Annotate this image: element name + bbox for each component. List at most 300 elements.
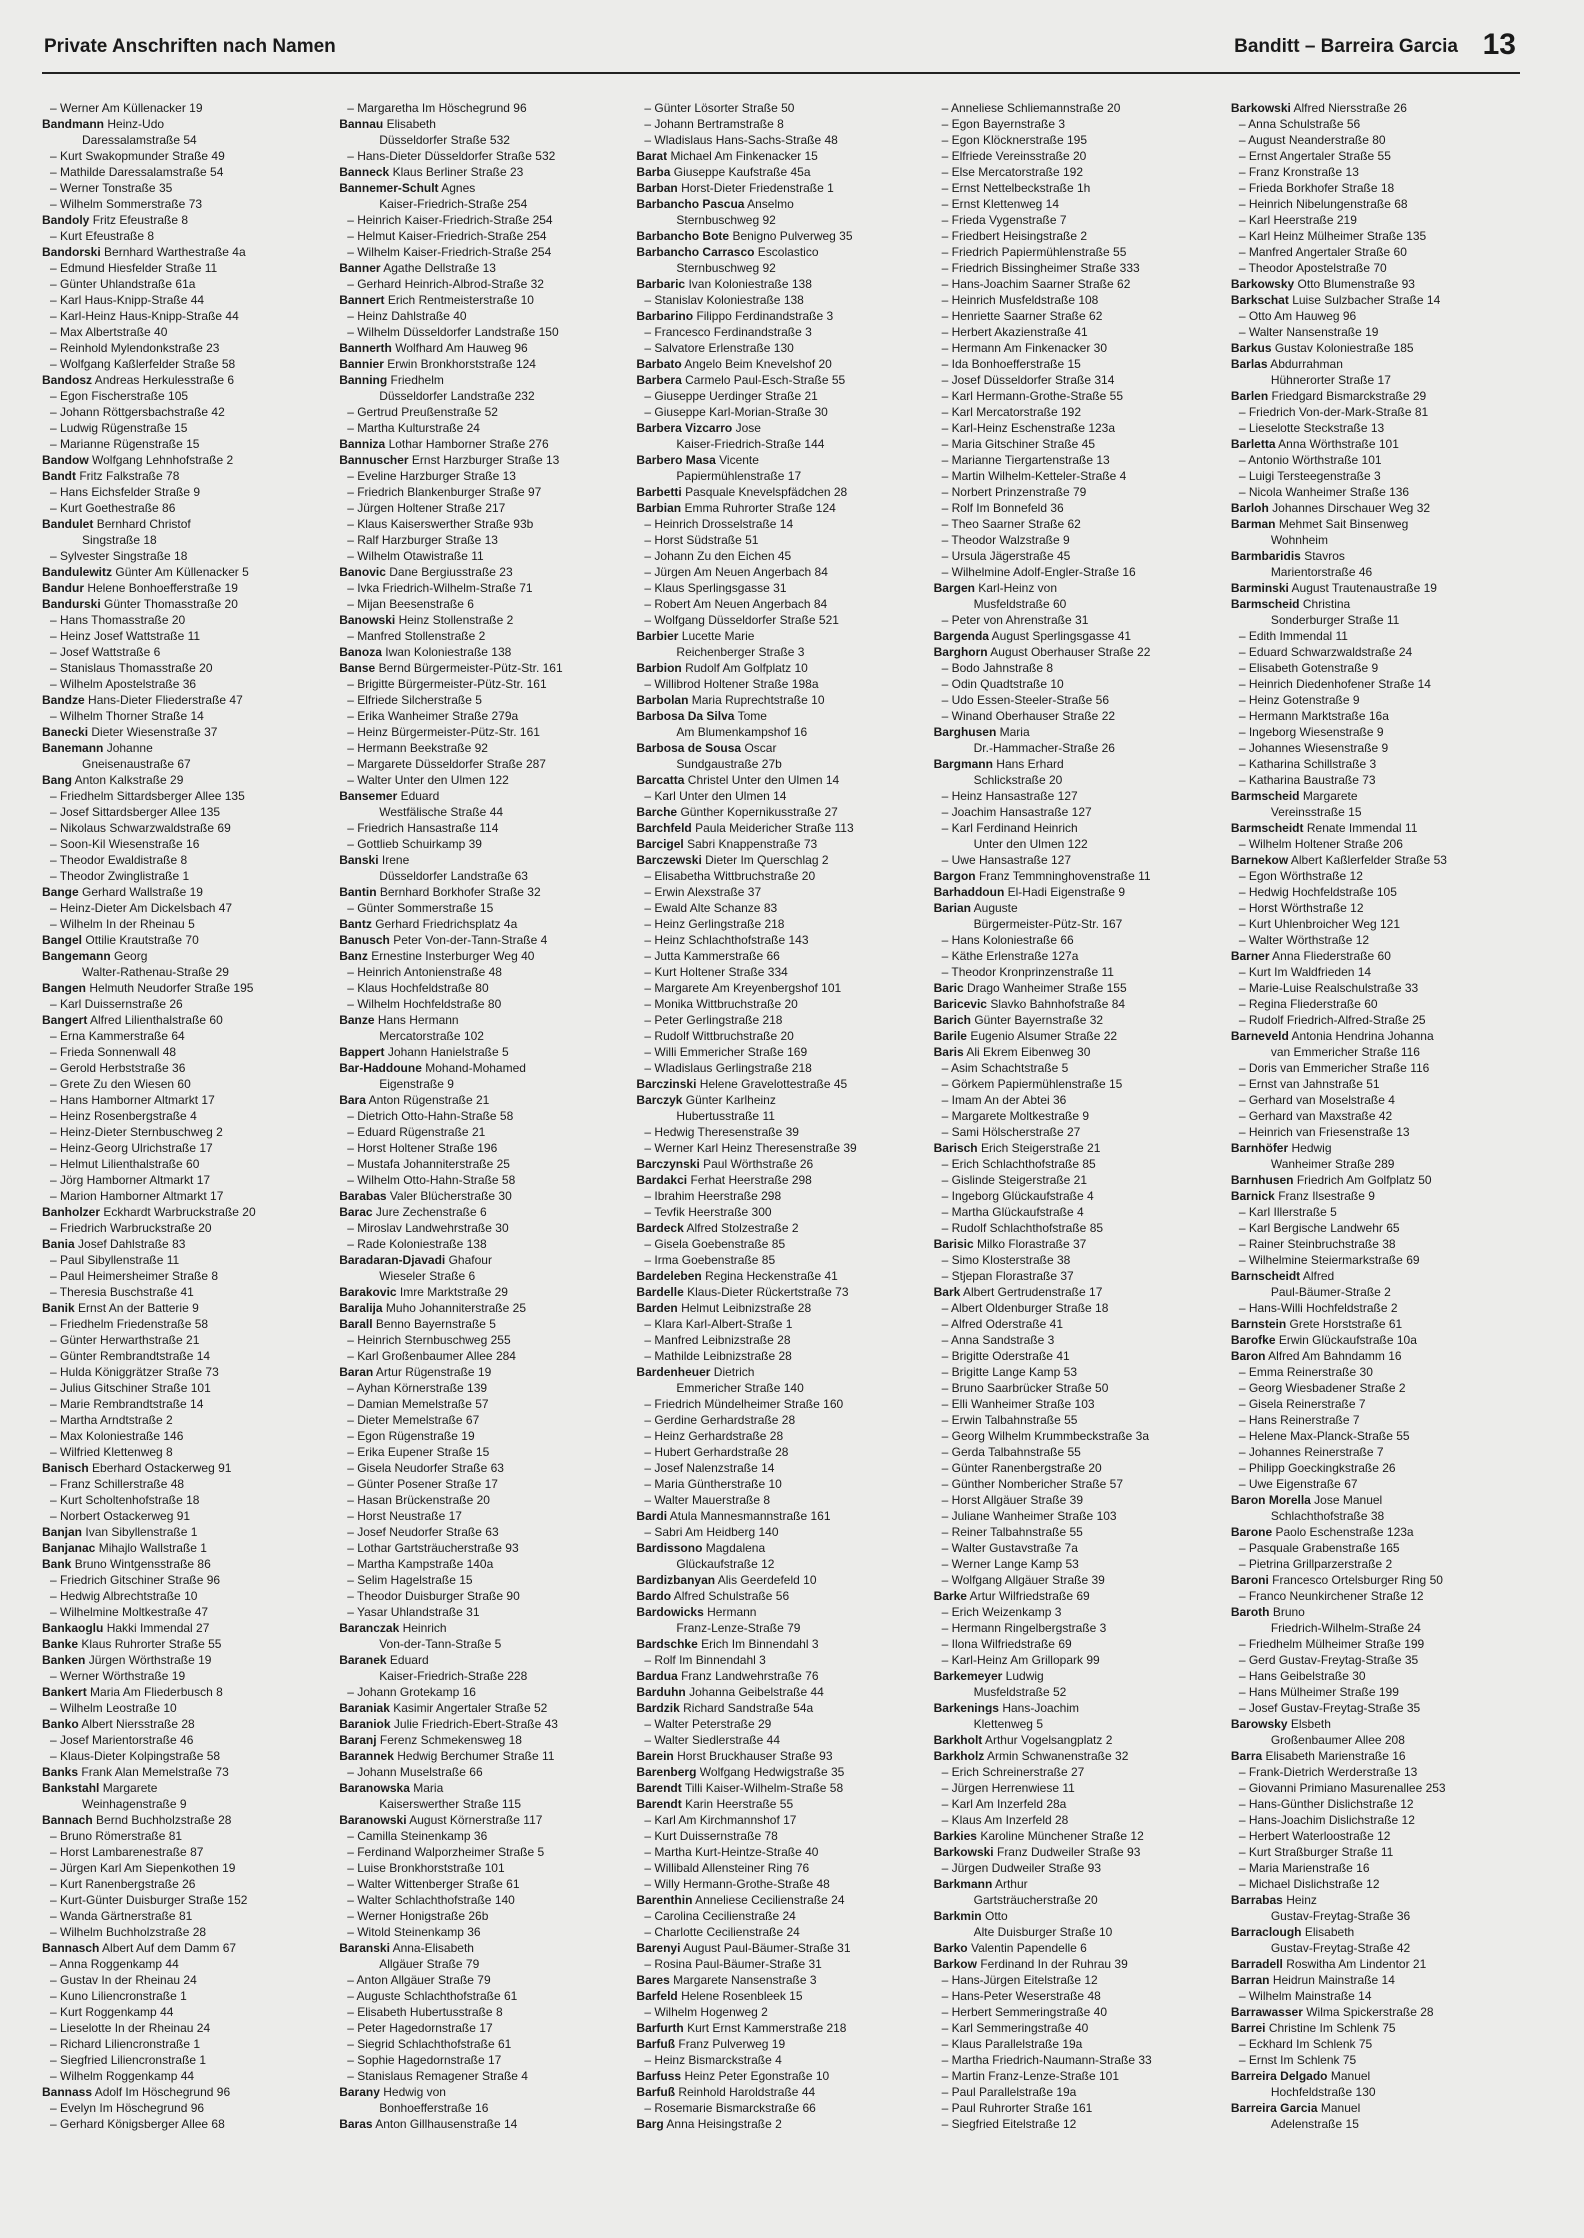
entry-surname: Barreira Delgado (1230, 2069, 1328, 2083)
entry-details: Dietrich (713, 1365, 755, 1379)
entry-subentry: – Gisela Reinerstraße 7 (1238, 1397, 1366, 1411)
entry-subentry: – Günter Lösorter Straße 50 (644, 101, 795, 115)
entry-subentry: – Käthe Erlenstraße 127a (941, 949, 1079, 963)
entry-details: Erwin Bronkhorststraße 124 (387, 357, 536, 371)
entry-subentry: – Franco Neunkirchener Straße 12 (1238, 1589, 1424, 1603)
entry-subentry: – Josef Nalenzstraße 14 (644, 1461, 775, 1475)
directory-entry (636, 628, 925, 644)
entry-subentry: – Heinrich Musfeldstraße 108 (941, 293, 1099, 307)
entry-subentry: – Friedrich Warbruckstraße 20 (50, 1221, 212, 1235)
directory-entry (636, 1972, 925, 1988)
entry-subentry: – Paul Ruhrorter Straße 161 (941, 2101, 1093, 2115)
entry-surname: Barnekow (1230, 853, 1289, 867)
entry-continuation: Reichenberger Straße 3 (676, 645, 805, 659)
entry-surname: Barduhn (636, 1685, 686, 1699)
entry-subentry: – Brigitte Bürgermeister-Pütz-Str. 161 (347, 677, 547, 691)
entry-details: Slavko Bahnhofstraße 84 (990, 997, 1126, 1011)
entry-details: Giuseppe Kaufstraße 45a (673, 165, 811, 179)
directory-entry (636, 1572, 925, 1588)
entry-surname: Banz (339, 949, 368, 963)
entry-surname: Barnhusen (1230, 1173, 1294, 1187)
entry-subentry: – Josef Düsseldorfer Straße 314 (941, 373, 1115, 387)
entry-details: Ferhat Heerstraße 298 (690, 1173, 812, 1187)
entry-subentry: – Joachim Hansastraße 127 (941, 805, 1092, 819)
directory-entry (636, 308, 925, 324)
directory-entry (42, 1764, 331, 1780)
entry-details: Mihajlo Wallstraße 1 (98, 1541, 207, 1555)
entry-subentry: – Ernst Angertaler Straße 55 (1238, 149, 1391, 163)
entry-subentry: – Hans-Willi Hochfeldstraße 2 (1238, 1301, 1398, 1315)
entry-subentry: – Evelyn Im Höschegrund 96 (50, 2101, 205, 2115)
entry-subentry: – Max Koloniestraße 146 (50, 1429, 184, 1443)
directory-entry (1231, 1348, 1520, 1364)
entry-continuation: Papiermühlenstraße 17 (676, 469, 802, 483)
entry-subentry: – Paul Heimersheimer Straße 8 (50, 1269, 219, 1283)
entry-details: Peter Von-der-Tann-Straße 4 (393, 933, 548, 947)
directory-entry (339, 1716, 628, 1732)
directory-entry (1231, 1188, 1520, 1204)
entry-surname: Bandurski (42, 597, 101, 611)
entry-surname: Bankaoglu (42, 1621, 104, 1635)
directory-entry (1231, 548, 1520, 564)
entry-continuation: Mercatorstraße 102 (379, 1029, 484, 1043)
entry-subentry: – Gerhard van Moselstraße 4 (1238, 1093, 1395, 1107)
entry-details: Josef Dahlstraße 83 (78, 1237, 186, 1251)
entry-subentry: – Rade Koloniestraße 138 (347, 1237, 487, 1251)
entry-details: Anneliese Cecilienstraße 24 (695, 1893, 845, 1907)
entry-subentry: – Walter Peterstraße 29 (644, 1717, 772, 1731)
entry-details: August Körnerstraße 117 (409, 1813, 543, 1827)
entry-subentry: – Philipp Goeckingkstraße 26 (1238, 1461, 1396, 1475)
entry-surname: Barkies (933, 1829, 977, 1843)
entry-continuation: Kaiser-Friedrich-Straße 254 (379, 197, 528, 211)
directory-entry (636, 1988, 925, 2004)
entry-subentry: – Egon Bayernstraße 3 (941, 117, 1066, 131)
entry-subentry: – Karl Mercatorstraße 192 (941, 405, 1081, 419)
entry-surname: Banemann (42, 741, 104, 755)
entry-details: Michael Am Finkenacker 15 (670, 149, 818, 163)
directory-entry (42, 580, 331, 596)
entry-surname: Bannert (339, 293, 385, 307)
directory-entry (42, 1636, 331, 1652)
entry-subentry: – Margaretha Im Höschegrund 96 (347, 101, 527, 115)
entry-details: Erich Im Binnendahl 3 (701, 1637, 819, 1651)
entry-surname: Baranek (339, 1653, 387, 1667)
entry-surname: Barone (1230, 1525, 1273, 1539)
entry-subentry: – Salvatore Erlenstraße 130 (644, 341, 794, 355)
entry-subentry: – Jürgen Holtener Straße 217 (347, 501, 506, 515)
entry-surname: Banse (339, 661, 376, 675)
entry-subentry: – Kurt Swakopmunder Straße 49 (50, 149, 225, 163)
entry-subentry: – Günter Posener Straße 17 (347, 1477, 498, 1491)
entry-subentry: – Wilhelmine Moltkestraße 47 (50, 1605, 209, 1619)
entry-subentry: – Walter Wörthstraße 12 (1238, 933, 1370, 947)
entry-details: Filippo Ferdinandstraße 3 (696, 309, 834, 323)
directory-entry (636, 660, 925, 676)
entry-surname: Barba (636, 165, 671, 179)
entry-subentry: – Werner Am Küllenacker 19 (50, 101, 203, 115)
directory-entry (636, 2068, 925, 2084)
entry-subentry: – Erich Schlachthofstraße 85 (941, 1157, 1096, 1171)
entry-surname: Bannemer-Schult (339, 181, 439, 195)
entry-subentry: – Wilhelm Otto-Hahn-Straße 58 (347, 1173, 516, 1187)
directory-entry (636, 804, 925, 820)
entry-surname: Baranowski (339, 1813, 407, 1827)
entry-details: Ivan Koloniestraße 138 (688, 277, 812, 291)
entry-continuation: Kaiser-Friedrich-Straße 144 (676, 437, 825, 451)
entry-continuation: Sternbuschweg 92 (676, 213, 776, 227)
entry-subentry: – Kurt Im Waldfrieden 14 (1238, 965, 1372, 979)
directory-entry (636, 484, 925, 500)
directory-entry (636, 2116, 925, 2132)
entry-subentry: – Bodo Jahnstraße 8 (941, 661, 1054, 675)
directory-entry (636, 1796, 925, 1812)
directory-entry (42, 212, 331, 228)
entry-details: Otto Blumenstraße 93 (1297, 277, 1415, 291)
entry-surname: Barenberg (636, 1765, 697, 1779)
directory-entry (636, 1300, 925, 1316)
entry-subentry: – Marianne Rügenstraße 15 (50, 437, 200, 451)
entry-subentry: – Yasar Uhlandstraße 31 (347, 1605, 480, 1619)
entry-subentry: – Kurt Holtener Straße 334 (644, 965, 788, 979)
page-number: 13 (1482, 28, 1516, 61)
entry-details: Jürgen Wörthstraße 19 (88, 1653, 212, 1667)
entry-subentry: – Anna Roggenkamp 44 (50, 1957, 179, 1971)
directory-entry (1231, 436, 1520, 452)
entry-subentry: – Klaus Kaiserswerther Straße 93b (347, 517, 534, 531)
entry-subentry: – Wilhelmine Steiermarkstraße 69 (1238, 1253, 1420, 1267)
entry-continuation: Unter den Ulmen 122 (973, 837, 1088, 851)
entry-surname: Barian (933, 901, 971, 915)
entry-surname: Barich (933, 1013, 971, 1027)
entry-surname: Baranj (339, 1733, 377, 1747)
entry-details: Benigno Pulverweg 35 (732, 229, 853, 243)
entry-surname: Barrawasser (1230, 2005, 1303, 2019)
entry-surname: Barfuss (636, 2069, 682, 2083)
directory-entry (934, 884, 1223, 900)
entry-subentry: – Maria Marienstraße 16 (1238, 1861, 1370, 1875)
directory-entry (636, 356, 925, 372)
entry-surname: Barbato (636, 357, 682, 371)
directory-entry (934, 580, 1223, 596)
entry-subentry: – Rosina Paul-Bäumer-Straße 31 (644, 1957, 822, 1971)
entry-subentry: – Marie Rembrandtstraße 14 (50, 1397, 204, 1411)
directory-entry (42, 740, 331, 756)
entry-surname: Barendt (636, 1781, 682, 1795)
entry-subentry: – Heinz Gerhardstraße 28 (644, 1429, 784, 1443)
entry-continuation: Hochfeldstraße 130 (1270, 2085, 1376, 2099)
entry-subentry: – Mustafa Johanniterstraße 25 (347, 1157, 510, 1171)
entry-subentry: – Rudolf Schlachthofstraße 85 (941, 1221, 1104, 1235)
entry-surname: Banecki (42, 725, 89, 739)
entry-subentry: – Jürgen Am Neuen Angerbach 84 (644, 565, 828, 579)
entry-details: Hans-Joachim (1002, 1701, 1080, 1715)
directory-entry (636, 2084, 925, 2100)
entry-subentry: – Wilhelm Apostelstraße 36 (50, 677, 197, 691)
directory-entry (636, 692, 925, 708)
directory-entry (1231, 1172, 1520, 1188)
directory-entry (636, 1172, 925, 1188)
entry-subentry: – Manfred Angertaler Straße 60 (1238, 245, 1407, 259)
entry-subentry: – Grete Zu den Wiesen 60 (50, 1077, 191, 1091)
entry-surname: Banusch (339, 933, 390, 947)
directory-entry (636, 1604, 925, 1620)
entry-surname: Barra (1230, 1749, 1263, 1763)
entry-subentry: – Henriette Saarner Straße 62 (941, 309, 1103, 323)
directory-entry (934, 1940, 1223, 1956)
entry-subentry: – Martha Glückaufstraße 4 (941, 1205, 1084, 1219)
entry-subentry: – Gerhard Heinrich-Albrod-Straße 32 (347, 277, 544, 291)
entry-continuation: Sonderburger Straße 11 (1270, 613, 1400, 627)
entry-subentry: – Reiner Talbahnstraße 55 (941, 1525, 1083, 1539)
entry-subentry: – Ayhan Körnerstraße 139 (347, 1381, 488, 1395)
entry-subentry: – Klaus Hochfeldstraße 80 (347, 981, 489, 995)
entry-details: Helmuth Neudorfer Straße 195 (89, 981, 254, 995)
entry-details: Hans Hermann (377, 1013, 459, 1027)
directory-entry (339, 372, 628, 388)
entry-subentry: – Hans-Joachim Dislichstraße 12 (1238, 1813, 1415, 1827)
entry-details: Adolf Im Höschegrund 96 (94, 2085, 231, 2099)
directory-entry (934, 756, 1223, 772)
entry-surname: Baradaran-Djavadi (339, 1253, 446, 1267)
entry-details: Johannes Dirschauer Weg 32 (1272, 501, 1431, 515)
entry-subentry: – Lieselotte Steckstraße 13 (1238, 421, 1385, 435)
entry-surname: Bandosz (42, 373, 93, 387)
entry-continuation: Wanheimer Straße 289 (1270, 1157, 1395, 1171)
entry-subentry: – Erwin Alexstraße 37 (644, 885, 762, 899)
entry-details: Maria (413, 1781, 444, 1795)
entry-subentry: – Wilhelm Hogenweg 2 (644, 2005, 768, 2019)
entry-details: Christina (1302, 597, 1351, 611)
entry-details: Hedwig Berchumer Straße 11 (397, 1749, 555, 1763)
entry-surname: Barbera (636, 373, 682, 387)
entry-subentry: – Horst Neustraße 17 (347, 1509, 462, 1523)
entry-continuation: Adelenstraße 15 (1270, 2117, 1359, 2131)
directory-entry (636, 196, 925, 212)
entry-continuation: Kaiserswerther Straße 115 (379, 1797, 522, 1811)
entry-details: Friedhelm (390, 373, 444, 387)
entry-subentry: – Bruno Römerstraße 81 (50, 1829, 183, 1843)
entry-surname: Bang (42, 773, 72, 787)
directory-entry (636, 1748, 925, 1764)
entry-subentry: – Rainer Steinbruchstraße 38 (1238, 1237, 1396, 1251)
entry-subentry: – Soon-Kil Wiesenstraße 16 (50, 837, 200, 851)
directory-entry (42, 1204, 331, 1220)
entry-subentry: – Edith Immendal 11 (1238, 629, 1348, 643)
entry-subentry: – Maria Gitschiner Straße 45 (941, 437, 1096, 451)
entry-details: Albert Auf dem Damm 67 (102, 1941, 237, 1955)
entry-subentry: – Katharina Baustraße 73 (1238, 773, 1376, 787)
entry-subentry: – Margarete Moltkestraße 9 (941, 1109, 1090, 1123)
entry-surname: Barkemeyer (933, 1669, 1003, 1683)
entry-details: Margarete (1302, 789, 1358, 803)
entry-continuation: Hubertusstraße 11 (676, 1109, 775, 1123)
entry-details: Luise Sulzbacher Straße 14 (1292, 293, 1441, 307)
directory-entry (339, 1300, 628, 1316)
entry-subentry: – Friedrich Mündelheimer Straße 160 (644, 1397, 844, 1411)
entry-continuation: Friedrich-Wilhelm-Straße 24 (1270, 1621, 1421, 1635)
directory-entry (636, 1508, 925, 1524)
entry-details: Karl-Heinz von (978, 581, 1057, 595)
entry-subentry: – Martha Kurt-Heintze-Straße 40 (644, 1845, 819, 1859)
entry-surname: Baron Morella (1230, 1493, 1311, 1507)
entry-details: Ludwig (1005, 1669, 1044, 1683)
directory-entry (934, 1044, 1223, 1060)
entry-surname: Barbian (636, 501, 682, 515)
entry-subentry: – Ida Bonhoefferstraße 15 (941, 357, 1081, 371)
entry-surname: Bardowicks (636, 1605, 704, 1619)
entry-surname: Barczynski (636, 1157, 700, 1171)
directory-entry (339, 1700, 628, 1716)
entry-details: Valer Blücherstraße 30 (389, 1189, 512, 1203)
entry-details: Klaus Berliner Straße 23 (392, 165, 524, 179)
entry-details: Pasquale Knevelspfädchen 28 (685, 485, 848, 499)
entry-surname: Barbarino (636, 309, 694, 323)
entry-details: Hans-Dieter Fliederstraße 47 (88, 693, 243, 707)
entry-details: Klaus Ruhrorter Straße 55 (81, 1637, 222, 1651)
directory-entry (339, 340, 628, 356)
entry-surname: Barg (636, 2117, 664, 2131)
entry-subentry: – Dieter Memelstraße 67 (347, 1413, 480, 1427)
directory-entry (42, 1524, 331, 1540)
entry-details: Alfred Niersstraße 26 (1293, 101, 1407, 115)
entry-details: Heinz (1286, 1893, 1317, 1907)
entry-details: Jose Manuel (1314, 1493, 1383, 1507)
entry-details: Eugenio Alsumer Straße 22 (970, 1029, 1118, 1043)
entry-subentry: – Franz Kronstraße 13 (1238, 165, 1359, 179)
entry-subentry: – Stanislaus Remagener Straße 4 (347, 2069, 528, 2083)
entry-surname: Bantz (339, 917, 372, 931)
entry-subentry: – Karl Heinz Mülheimer Straße 135 (1238, 229, 1427, 243)
directory-entry (636, 420, 925, 436)
entry-details: Heinrich (402, 1621, 447, 1635)
entry-subentry: – Wladislaus Gerlingstraße 218 (644, 1061, 812, 1075)
entry-surname: Bardizbanyan (636, 1573, 716, 1587)
entry-subentry: – Siegrid Schlachthofstraße 61 (347, 2037, 512, 2051)
directory-entry (339, 164, 628, 180)
entry-continuation: Gustav-Freytag-Straße 42 (1270, 1941, 1411, 1955)
entry-surname: Bania (42, 1237, 75, 1251)
entry-details: Oscar (744, 741, 777, 755)
entry-details: Paula Meidericher Straße 113 (695, 821, 854, 835)
entry-details: Wolfgang Hedwigstraße 35 (699, 1765, 845, 1779)
entry-subentry: – Miroslav Landwehrstraße 30 (347, 1221, 509, 1235)
entry-surname: Barlas (1230, 357, 1268, 371)
entry-surname: Banniza (339, 437, 386, 451)
directory-entry (1231, 1572, 1520, 1588)
entry-subentry: – Horst Wörthstraße 12 (1238, 901, 1364, 915)
entry-surname: Bandmann (42, 117, 105, 131)
entry-subentry: – Gerd Gustav-Freytag-Straße 35 (1238, 1653, 1419, 1667)
directory-entry (339, 1748, 628, 1764)
entry-surname: Bank (42, 1557, 72, 1571)
entry-subentry: – Gerhard Königsberger Allee 68 (50, 2117, 225, 2131)
entry-details: August Oberhauser Straße 22 (990, 645, 1151, 659)
entry-surname: Barany (339, 2085, 380, 2099)
entry-subentry: – Damian Memelstraße 57 (347, 1397, 489, 1411)
entry-subentry: – Karl Semmeringstraße 40 (941, 2021, 1089, 2035)
entry-subentry: – Heinz Bismarckstraße 4 (644, 2053, 782, 2067)
directory-entry (934, 1908, 1223, 1924)
entry-details: Dane Bergiusstraße 23 (389, 565, 513, 579)
entry-subentry: – Hans Geibelstraße 30 (1238, 1669, 1366, 1683)
entry-subentry: – Peter Hagedornstraße 17 (347, 2021, 493, 2035)
section-title: Private Anschriften nach Namen (44, 36, 336, 57)
entry-subentry: – Anneliese Schliemannstraße 20 (941, 101, 1121, 115)
entry-surname: Banowski (339, 613, 396, 627)
entry-surname: Baraniak (339, 1701, 390, 1715)
entry-surname: Barletta (1230, 437, 1276, 451)
entry-subentry: – Mathilde Daressalamstraße 54 (50, 165, 224, 179)
directory-entry (1231, 1332, 1520, 1348)
entry-subentry: – Else Mercatorstraße 192 (941, 165, 1084, 179)
page-header (42, 28, 1520, 74)
entry-subentry: – Stanislaus Thomasstraße 20 (50, 661, 213, 675)
entry-subentry: – Horst Südstraße 51 (644, 533, 759, 547)
entry-details: Maria Ruprechtstraße 10 (691, 693, 825, 707)
entry-subentry: – Walter Unter den Ulmen 122 (347, 773, 509, 787)
entry-subentry: – Martha Arndtstraße 2 (50, 1413, 173, 1427)
entry-subentry: – Wanda Gärtnerstraße 81 (50, 1909, 193, 1923)
entry-surname: Bannass (42, 2085, 93, 2099)
entry-details: Drago Wanheimer Straße 155 (966, 981, 1127, 995)
directory-entry (339, 644, 628, 660)
entry-subentry: – Hulda Königgrätzer Straße 73 (50, 1365, 219, 1379)
entry-subentry: – Werner Wörthstraße 19 (50, 1669, 186, 1683)
entry-continuation: Weinhagenstraße 9 (82, 1797, 187, 1811)
directory-entry (339, 1780, 628, 1796)
entry-details: Antonia Hendrina Johanna (1291, 1029, 1434, 1043)
directory-entry (339, 1044, 628, 1060)
entry-subentry: – Hans Hamborner Altmarkt 17 (50, 1093, 215, 1107)
entry-subentry: – Erich Weizenkamp 3 (941, 1605, 1062, 1619)
entry-subentry: – Theodor Duisburger Straße 90 (347, 1589, 520, 1603)
entry-subentry: – Elfriede Vereinsstraße 20 (941, 149, 1087, 163)
entry-subentry: – Rosemarie Bismarckstraße 66 (644, 2101, 816, 2115)
entry-subentry: – Imam An der Abtei 36 (941, 1093, 1067, 1107)
directory-entry (1231, 2004, 1520, 2020)
entry-subentry: – Anna Schulstraße 56 (1238, 117, 1361, 131)
entry-surname: Bardakci (636, 1173, 688, 1187)
entry-subentry: – Wilhelmine Adolf-Engler-Straße 16 (941, 565, 1136, 579)
entry-subentry: – Peter von Ahrenstraße 31 (941, 613, 1089, 627)
directory-entry (636, 1684, 925, 1700)
directory-entry (42, 1812, 331, 1828)
entry-subentry: – Josef Sittardsberger Allee 135 (50, 805, 221, 819)
entry-surname: Bardschke (636, 1637, 698, 1651)
directory-entry (339, 1652, 628, 1668)
entry-subentry: – Kurt Goethestraße 86 (50, 501, 176, 515)
entry-subentry: – Stanislav Koloniestraße 138 (644, 293, 804, 307)
directory-entry (1231, 1956, 1520, 1972)
entry-surname: Baran (339, 1365, 374, 1379)
entry-details: Jure Zechenstraße 6 (375, 1205, 487, 1219)
entry-subentry: – Richard Liliencronstraße 1 (50, 2037, 201, 2051)
entry-subentry: – Gislinde Steigerstraße 21 (941, 1173, 1088, 1187)
entry-details: August Trautenaustraße 19 (1291, 581, 1437, 595)
entry-surname: Bargon (933, 869, 976, 883)
entry-subentry: – Bruno Saarbrücker Straße 50 (941, 1381, 1109, 1395)
entry-details: Helene Gravelottestraße 45 (699, 1077, 848, 1091)
entry-surname: Bange (42, 885, 79, 899)
entry-details: Maria Am Fliederbusch 8 (90, 1685, 223, 1699)
entry-subentry: – Heinz Gerlingstraße 218 (644, 917, 785, 931)
entry-subentry: – Rolf Im Binnendahl 3 (644, 1653, 766, 1667)
entry-details: Eberhard Ostackerweg 91 (92, 1461, 232, 1475)
entry-details: Angelo Beim Knevelshof 20 (684, 357, 832, 371)
directory-entry (339, 1316, 628, 1332)
entry-subentry: – Herbert Akazienstraße 41 (941, 325, 1088, 339)
